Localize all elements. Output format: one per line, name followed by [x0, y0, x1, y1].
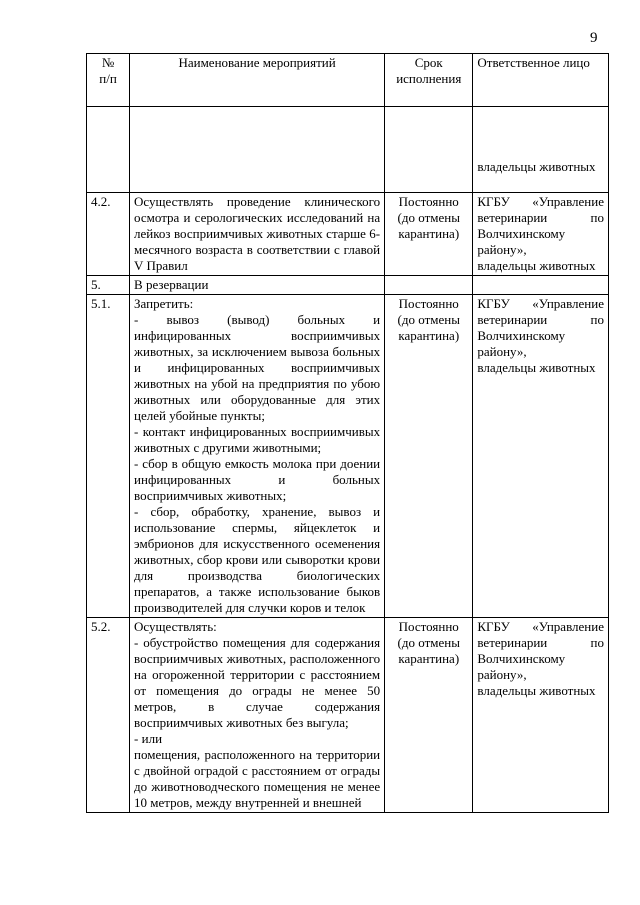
measure-item: - сбор, обработку, хранение, вывоз и использование спермы, яйцеклеток и эмбрионов для искусственного осеменения животных, сбор крови или сыворотки крови для производства биологических препаратов, а также использование быков производителей для случки коров и телок [134, 504, 381, 615]
measure-heading: Запретить: [134, 296, 194, 311]
header-number-symbol: № [101, 55, 115, 70]
responsible-owners: владельцы животных [477, 258, 596, 273]
row-measure [130, 193, 385, 276]
table-row [87, 295, 609, 618]
term-line: (до отмены [397, 635, 460, 650]
header-measures: Наименование мероприятий [130, 54, 385, 107]
term-line: Постоянно [398, 296, 459, 311]
row-measure [130, 618, 385, 813]
row-number: 5.1. [87, 295, 130, 618]
row-term [385, 295, 473, 618]
row-term [385, 107, 473, 193]
measure-item: - вывоз (вывод) больных и инфицированных восприимчивых животных, за исключением вывоза больных и инфицированных восприимчивых животных на убой на предприятия по убою животных или оборудованные для этих целей убойные пункты; [134, 312, 381, 423]
page-number: 9 [590, 30, 598, 46]
term-line: Постоянно [398, 619, 459, 634]
measures-table [86, 53, 609, 813]
header-responsible: Ответственное лицо [473, 54, 609, 107]
header-term-line2: исполнения [396, 71, 462, 86]
row-number: 5. [87, 276, 130, 295]
term-line: карантина) [398, 651, 460, 666]
table-row [87, 618, 609, 813]
measure-text: Осуществлять проведение клинического осмотра и серологических исследований на лейкоз восприимчивых животных старше 6-месячного возраста в соответствии с главой V Правил [134, 194, 381, 273]
section-row [87, 276, 609, 295]
responsible-org: КГБУ «Управление ветеринарии по Волчихинскому району», [477, 194, 604, 257]
table-row [87, 193, 609, 276]
responsible-text: владельцы животных [477, 159, 596, 174]
responsible-org: КГБУ «Управление ветеринарии по Волчихинскому району», [477, 619, 604, 682]
row-number: 5.2. [87, 618, 130, 813]
table-header-row [87, 54, 609, 107]
row-measure [130, 107, 385, 193]
row-number: 4.2. [87, 193, 130, 276]
responsible-owners: владельцы животных [477, 360, 596, 375]
header-number-abbrev: п/п [99, 71, 117, 86]
responsible-owners: владельцы животных [477, 683, 596, 698]
header-number [87, 54, 130, 107]
measure-heading: Осуществлять: [134, 619, 217, 634]
header-term [385, 54, 473, 107]
term-line: карантина) [398, 328, 460, 343]
measure-item: - или [134, 731, 163, 746]
row-measure [130, 295, 385, 618]
table-row [87, 107, 609, 193]
row-number [87, 107, 130, 193]
row-responsible [473, 276, 609, 295]
section-title: В резервации [130, 276, 385, 295]
responsible-org: КГБУ «Управление ветеринарии по Волчихинскому району», [477, 296, 604, 359]
term-line: Постоянно [398, 194, 459, 209]
measure-item: помещения, расположенного на территории с двойной оградой с расстоянием от ограды до животноводческого помещения не менее 10 метров, между внутренней и внешней [134, 747, 381, 810]
term-line: (до отмены [397, 210, 460, 225]
row-term [385, 618, 473, 813]
row-responsible [473, 618, 609, 813]
measure-item: - сбор в общую емкость молока при доении инфицированных и больных восприимчивых животных; [134, 456, 381, 503]
row-term [385, 193, 473, 276]
measure-item: - контакт инфицированных восприимчивых животных с другими животными; [134, 424, 381, 455]
row-responsible [473, 193, 609, 276]
row-responsible [473, 295, 609, 618]
term-line: карантина) [398, 226, 460, 241]
measure-item: - обустройство помещения для содержания восприимчивых животных, расположенного на огороженной территории с расстоянием от помещения до ограды не менее 50 метров, в случае содержания восприимчивых животных без выгула; [134, 635, 381, 730]
row-responsible [473, 107, 609, 193]
term-line: (до отмены [397, 312, 460, 327]
header-term-line1: Срок [414, 55, 443, 70]
row-term [385, 276, 473, 295]
